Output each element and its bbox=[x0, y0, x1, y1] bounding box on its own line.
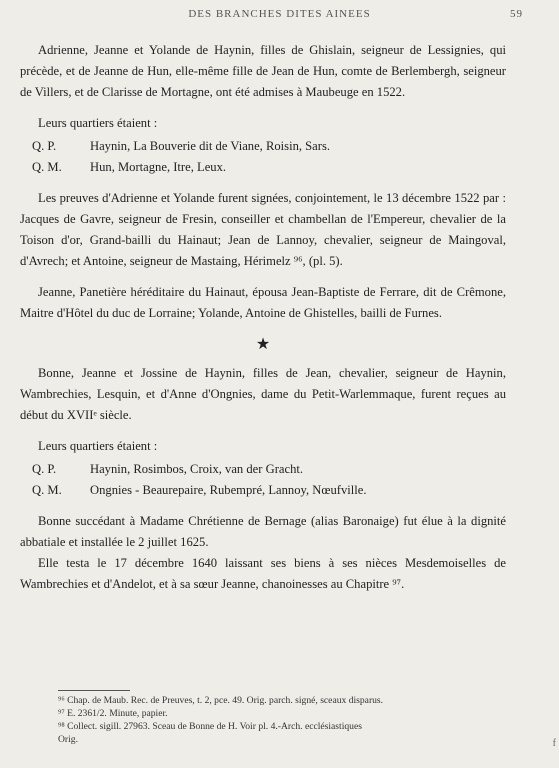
paragraph-preuves: Les preuves d'Adrienne et Yolande furent signées, conjointement, le 13 décembre 1522 par : Jacques de Gavre, seigneur de Fresin, conseiller et chambellan de l'Empereur, chevalier de la Toison d'or, Grand-bailli du Hainaut; Jean de Lannoy, chevalier, seigneur de Maingoval, d'Avrech; et Antoine, seigneur de Mastaing, Hérimelz ⁹⁶, (pl. 5). bbox=[20, 191, 506, 268]
footnotes bbox=[20, 690, 510, 746]
paragraph-testament: Elle testa le 17 décembre 1640 laissant ses biens à ses nièces Mesdemoiselles de Wambrechies et d'Andelot, et à sa sœur Jeanne, chanoinesses au Chapitre ⁹⁷. bbox=[20, 556, 506, 591]
main-text bbox=[20, 40, 506, 605]
quartier-maternal-2 bbox=[20, 480, 506, 501]
paragraph-bonne: Bonne, Jeanne et Jossine de Haynin, filles de Jean, chevalier, seigneur de Haynin, Wambrechies, Lesquin, et d'Anne d'Ongnies, dame du Petit-Warlemmaque, furent reçues au début du XVIIᵉ siècle. bbox=[20, 366, 506, 422]
paragraph-adrienne: Adrienne, Jeanne et Yolande de Haynin, filles de Ghislain, seigneur de Lessignies, qui précède, et de Jeanne de Hun, elle-même fille de Jean de Hun, comte de Berlembergh, seigneur de Villers, et de Clarisse de Mortagne, ont été admises à Maubeuge en 1522. bbox=[20, 43, 506, 99]
paragraph-jeanne: Jeanne, Panetière héréditaire du Hainaut, épousa Jean-Baptiste de Ferrare, dit de Crêmone, Maitre d'Hôtel du duc de Lorraine; Yolande, Antoine de Ghistelles, bailli de Furnes. bbox=[20, 285, 506, 320]
footnote-98: ⁹⁸ Collect. sigill. 27963. Sceau de Bonne de H. Voir pl. 4.-Arch. ecclésiastiques bbox=[58, 721, 362, 732]
footnote-97: ⁹⁷ E. 2361/2. Minute, papier. bbox=[58, 708, 168, 719]
section-separator: ★ bbox=[255, 336, 271, 353]
page-number: 59 bbox=[510, 8, 523, 20]
q-p-text-2: Haynin, Rosimbos, Croix, van der Gracht. bbox=[90, 462, 304, 476]
footnote-rule bbox=[58, 690, 130, 691]
q-m-tag-2: Q. M. bbox=[32, 483, 62, 497]
q-p-text-1: Haynin, La Bouverie dit de Viane, Roisin, Sars. bbox=[90, 139, 331, 153]
quartiers-label-2: Leurs quartiers étaient : bbox=[38, 439, 158, 453]
header-title: DES BRANCHES DITES AINEES bbox=[188, 8, 371, 20]
footnote-98-cont: Orig. bbox=[58, 734, 78, 745]
q-m-text-2: Ongnies - Beaurepaire, Rubempré, Lannoy, Nœufville. bbox=[90, 483, 367, 497]
footnote-96: ⁹⁶ Chap. de Maub. Rec. de Preuves, t. 2, pce. 49. Orig. parch. signé, sceaux disparus. bbox=[58, 695, 384, 706]
quartier-paternal-2 bbox=[20, 459, 506, 480]
quartier-maternal-1 bbox=[20, 157, 506, 178]
q-p-tag-2: Q. P. bbox=[32, 462, 57, 476]
margin-mark: f bbox=[552, 738, 556, 749]
paragraph-election: Bonne succédant à Madame Chrétienne de Bernage (alias Baronaige) fut élue à la dignité abbatiale et installée le 2 juillet 1625. bbox=[20, 514, 506, 549]
quartiers-label-1: Leurs quartiers étaient : bbox=[38, 116, 158, 130]
running-header bbox=[0, 8, 559, 26]
q-p-tag-1: Q. P. bbox=[32, 139, 57, 153]
quartier-paternal-1 bbox=[20, 136, 506, 157]
q-m-text-1: Hun, Mortagne, Itre, Leux. bbox=[90, 160, 227, 174]
q-m-tag-1: Q. M. bbox=[32, 160, 62, 174]
